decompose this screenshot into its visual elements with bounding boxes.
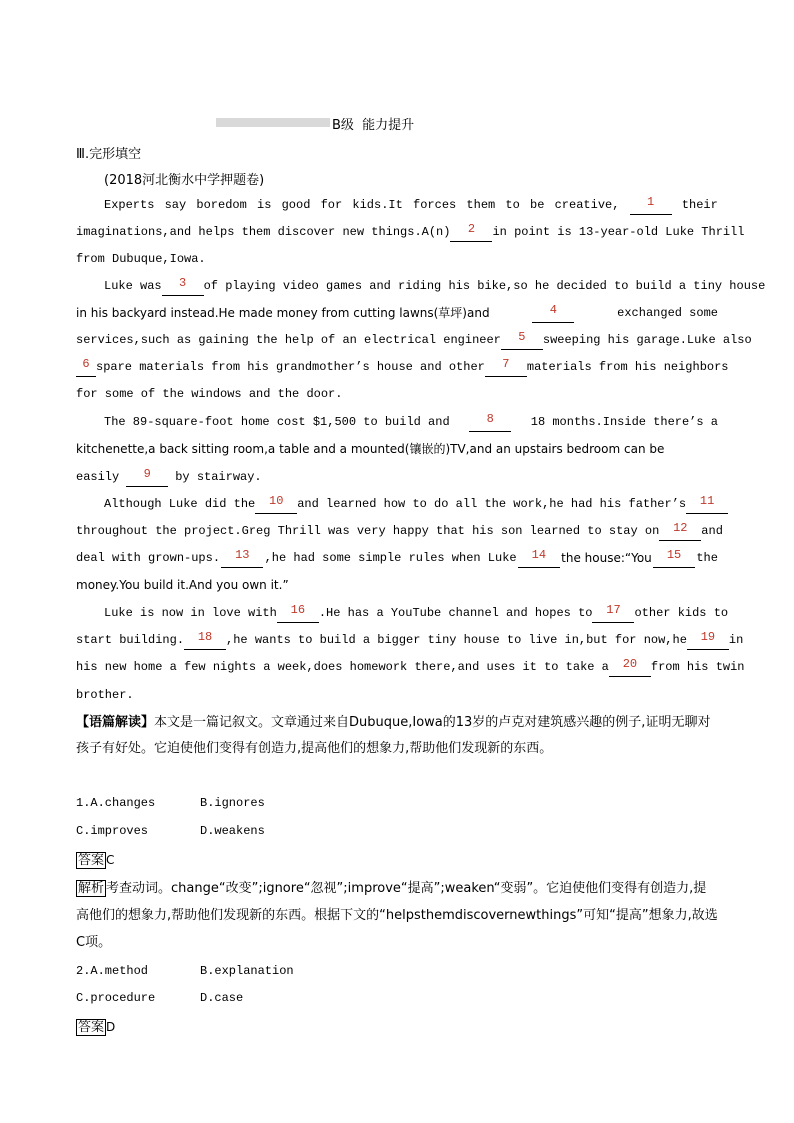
blank-19[interactable]: 19 xyxy=(687,630,729,650)
p3-line3: easily 9 by stairway. xyxy=(76,467,718,487)
q2-option-d[interactable]: D.case xyxy=(200,991,244,1005)
q1-option-a[interactable]: 1.A.changes xyxy=(76,796,156,810)
p5-line3: his new home a few nights a week,does homework there,and uses it to take a 20 from his twin xyxy=(76,657,718,677)
blank-6[interactable]: 6 xyxy=(76,357,96,377)
exam-source: (2018河北衡水中学押题卷) xyxy=(104,173,265,188)
q2-option-b[interactable]: B.explanation xyxy=(200,964,294,978)
p2-line5: for some of the windows and the door. xyxy=(76,387,343,401)
p4-line2: throughout the project.Greg Thrill was very happy that his son learned to stay on 12 and xyxy=(76,521,718,541)
blank-3[interactable]: 3 xyxy=(162,276,204,296)
p1-line3: from Dubuque,Iowa. xyxy=(76,252,206,266)
blank-2[interactable]: 2 xyxy=(450,222,492,242)
p4-line1: Although Luke did the 10 and learned how to do all the work,he had his father’s 11 xyxy=(76,494,718,514)
p3-line1: The 89-square-foot home cost $1,500 to build and 8 18 months.Inside there’s a xyxy=(76,412,718,432)
analysis-text: 考查动词。change“改变”;ignore“忽视”;improve“提高”;weaken“变弱”。它迫使他们变得有创造力,提高他们的想象力,帮助他们发现新的东西。根据下文的“helpsthemdiscovernewthings”可知“提高”想象力,故选C项。 xyxy=(76,881,718,950)
q2-answer xyxy=(76,1016,115,1035)
q1-options-row1 xyxy=(76,796,324,810)
p1-line2: imaginations,and helps them discover new things.A(n) 2 in point is 13-year-old Luke Thrill xyxy=(76,222,718,242)
q1-analysis xyxy=(76,875,718,956)
answer-label: 答案 xyxy=(78,853,105,868)
blank-1[interactable]: 1 xyxy=(630,195,672,215)
interpretation-label: 【语篇解读】 xyxy=(76,715,155,730)
answer-value: D xyxy=(106,1020,116,1034)
section-title: Ⅲ.完形填空 xyxy=(76,147,142,162)
level-title: B级 能力提升 xyxy=(332,118,415,133)
p4-line3: deal with grown-ups. 13 ,he had some simple rules when Luke 14 the house:“You 15 the xyxy=(76,548,718,568)
p2-line1: Luke was 3 of playing video games and riding his bike,so he decided to build a tiny house xyxy=(76,276,718,296)
blank-17[interactable]: 17 xyxy=(592,603,634,623)
analysis-label: 解析 xyxy=(78,881,105,896)
blank-18[interactable]: 18 xyxy=(184,630,226,650)
p5-line2: start building. 18 ,he wants to build a bigger tiny house to live in,but for now,he 19 in xyxy=(76,630,718,650)
q2-option-a[interactable]: 2.A.method xyxy=(76,964,149,978)
q1-option-c[interactable]: C.improves xyxy=(76,824,149,838)
p2-line3: services,such as gaining the help of an electrical engineer 5 sweeping his garage.Luke also xyxy=(76,330,718,350)
p5-line1: Luke is now in love with 16 .He has a YouTube channel and hopes to 17 other kids to xyxy=(76,603,718,623)
q1-option-d[interactable]: D.weakens xyxy=(200,824,265,838)
blank-7[interactable]: 7 xyxy=(485,357,527,377)
p2-line4: 6 spare materials from his grandmother’s house and other 7 materials from his neighbors xyxy=(76,357,718,377)
blank-20[interactable]: 20 xyxy=(609,657,651,677)
q1-option-b[interactable]: B.ignores xyxy=(200,796,265,810)
blank-16[interactable]: 16 xyxy=(277,603,319,623)
level-header xyxy=(216,114,546,134)
blank-15[interactable]: 15 xyxy=(653,548,695,568)
passage-interpretation xyxy=(76,710,718,762)
blank-8[interactable]: 8 xyxy=(469,412,511,432)
blank-13[interactable]: 13 xyxy=(221,548,263,568)
q2-options-row2 xyxy=(76,991,324,1005)
blank-5[interactable]: 5 xyxy=(501,330,543,350)
p3-line2: kitchenette,a back sitting room,a table and a mounted(镶嵌的)TV,and an upstairs bedroom can be xyxy=(76,442,665,456)
q2-options-row1 xyxy=(76,964,324,978)
q2-option-c[interactable]: C.procedure xyxy=(76,991,156,1005)
blank-11[interactable]: 11 xyxy=(686,494,728,514)
blank-14[interactable]: 14 xyxy=(518,548,560,568)
blank-10[interactable]: 10 xyxy=(255,494,297,514)
blank-4[interactable]: 4 xyxy=(532,303,574,323)
answer-value: C xyxy=(106,853,115,867)
answer-label: 答案 xyxy=(78,1020,105,1035)
header-bar xyxy=(216,118,330,127)
p2-line2: in his backyard instead.He made money from cutting lawns(草坪)and 4 exchanged some xyxy=(76,303,718,323)
interpretation-text: 本文是一篇记叙文。文章通过来自Dubuque,Iowa的13岁的卢克对建筑感兴趣的例子,证明无聊对孩子有好处。它迫使他们变得有创造力,提高他们的想象力,帮助他们发现新的东西。 xyxy=(76,715,711,756)
p1-line1: Experts say boredom is good for kids.It forces them to be creative, 1 their xyxy=(76,195,718,215)
q1-options-row2 xyxy=(76,824,324,838)
q1-answer xyxy=(76,849,114,868)
p4-line4: money.You build it.And you own it.” xyxy=(76,578,289,592)
blank-9[interactable]: 9 xyxy=(126,467,168,487)
p5-line4: brother. xyxy=(76,688,134,702)
blank-12[interactable]: 12 xyxy=(659,521,701,541)
